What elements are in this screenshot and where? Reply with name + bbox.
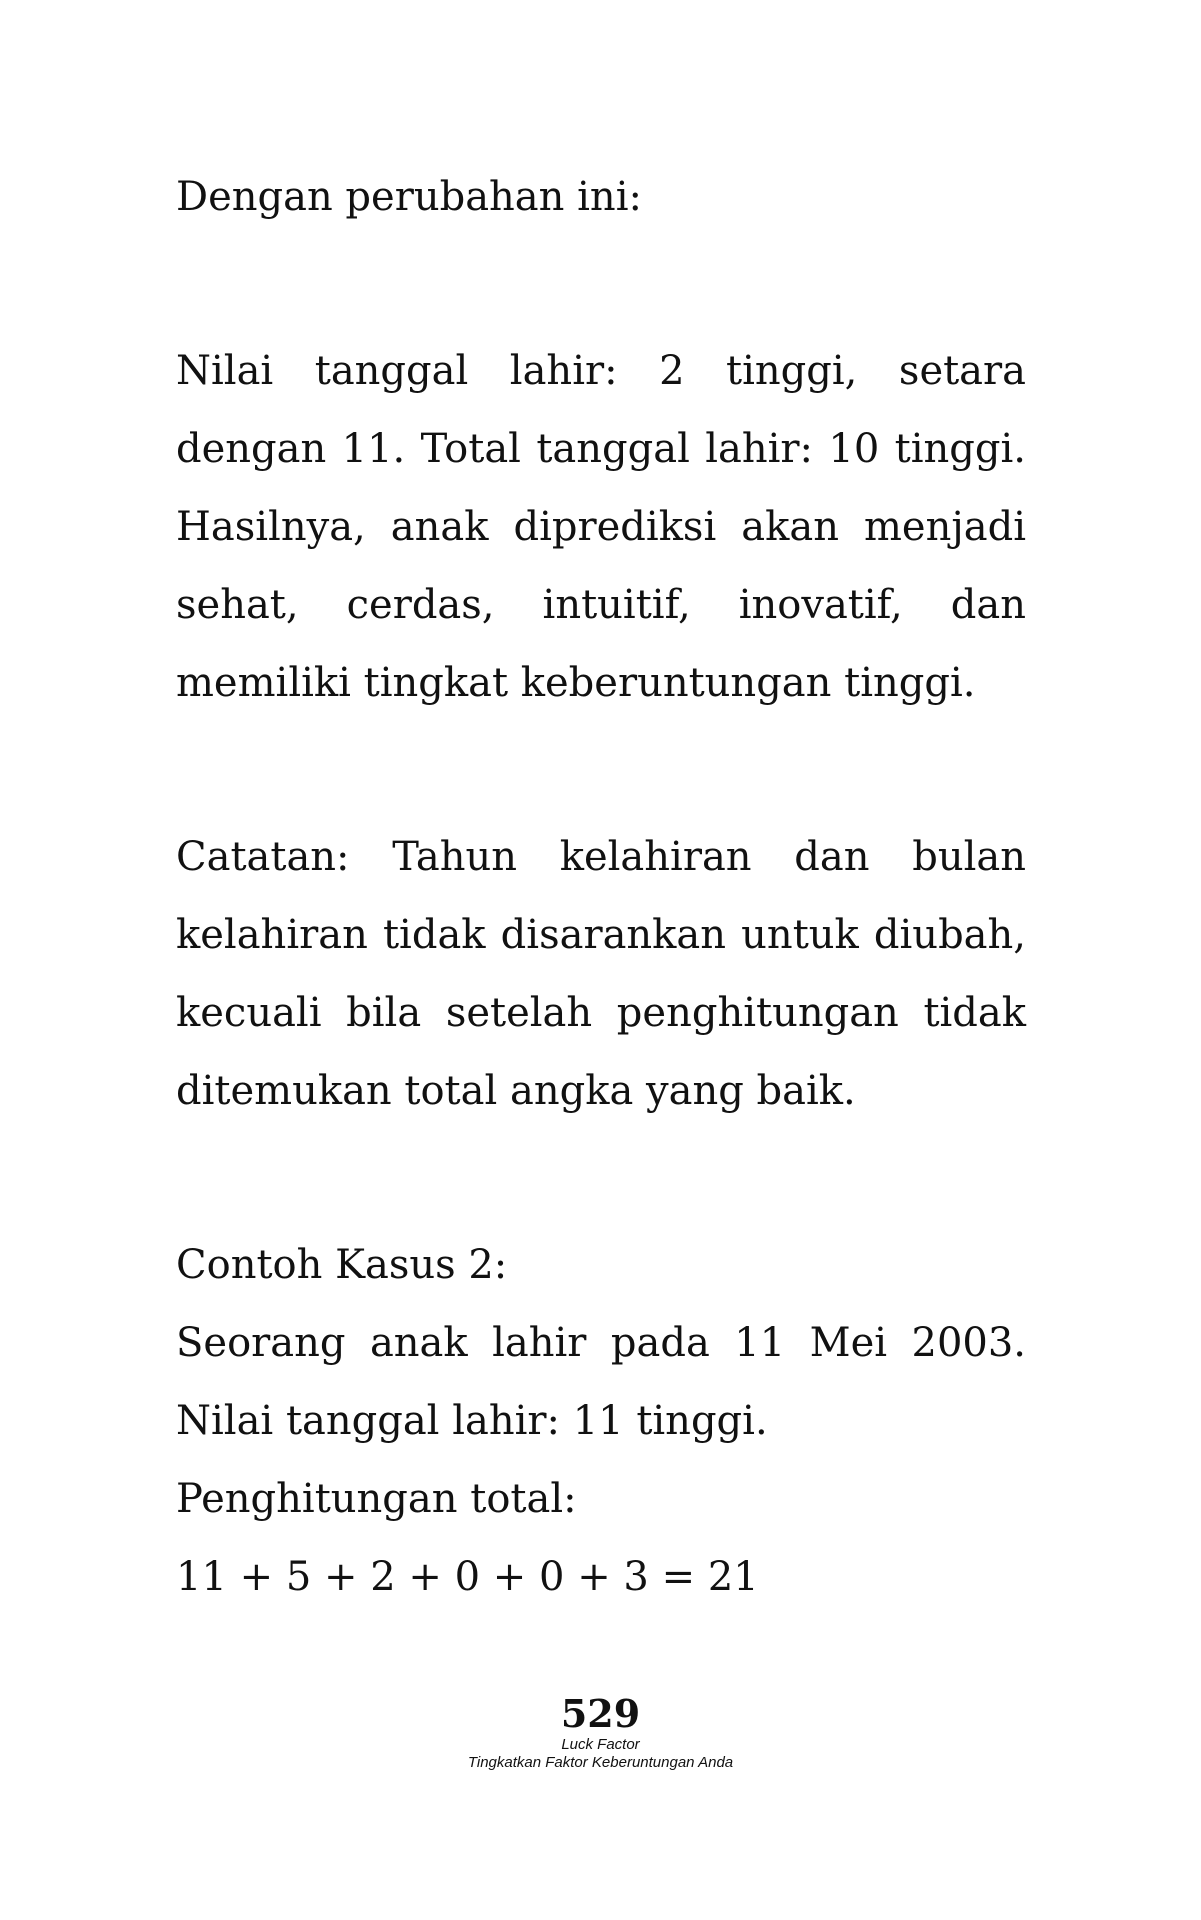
paragraph-note: Catatan: Tahun kelahiran dan bulan kelahiran tidak disarankan untuk diubah, kecuali bila setelah penghitungan tidak ditemukan total angka yang baik. (176, 834, 1026, 1114)
paragraph-birthdate-result: Nilai tanggal lahir: 2 tinggi, setara dengan 11. Total tanggal lahir: 10 tinggi. Hasilnya, anak diprediksi akan menjadi sehat, cerdas, intuitif, inovatif, dan memiliki tingkat keberuntungan tinggi. (176, 348, 1026, 706)
calculation-formula: 11 + 5 + 2 + 0 + 0 + 3 = 21 (176, 1554, 759, 1600)
book-title: Luck Factor (561, 1736, 640, 1753)
page-footer (0, 1692, 1201, 1772)
paragraph-intro: Dengan perubahan ini: (176, 174, 642, 220)
case-heading: Contoh Kasus 2: (176, 1242, 508, 1288)
paragraph-case-description: Seorang anak lahir pada 11 Mei 2003. Nilai tanggal lahir: 11 tinggi. (176, 1320, 1026, 1444)
paragraph-calculation-label: Penghitungan total: (176, 1476, 577, 1522)
page-number: 529 (560, 1691, 641, 1736)
book-subtitle: Tingkatkan Faktor Keberuntungan Anda (467, 1754, 734, 1771)
page-body (176, 158, 1026, 1616)
